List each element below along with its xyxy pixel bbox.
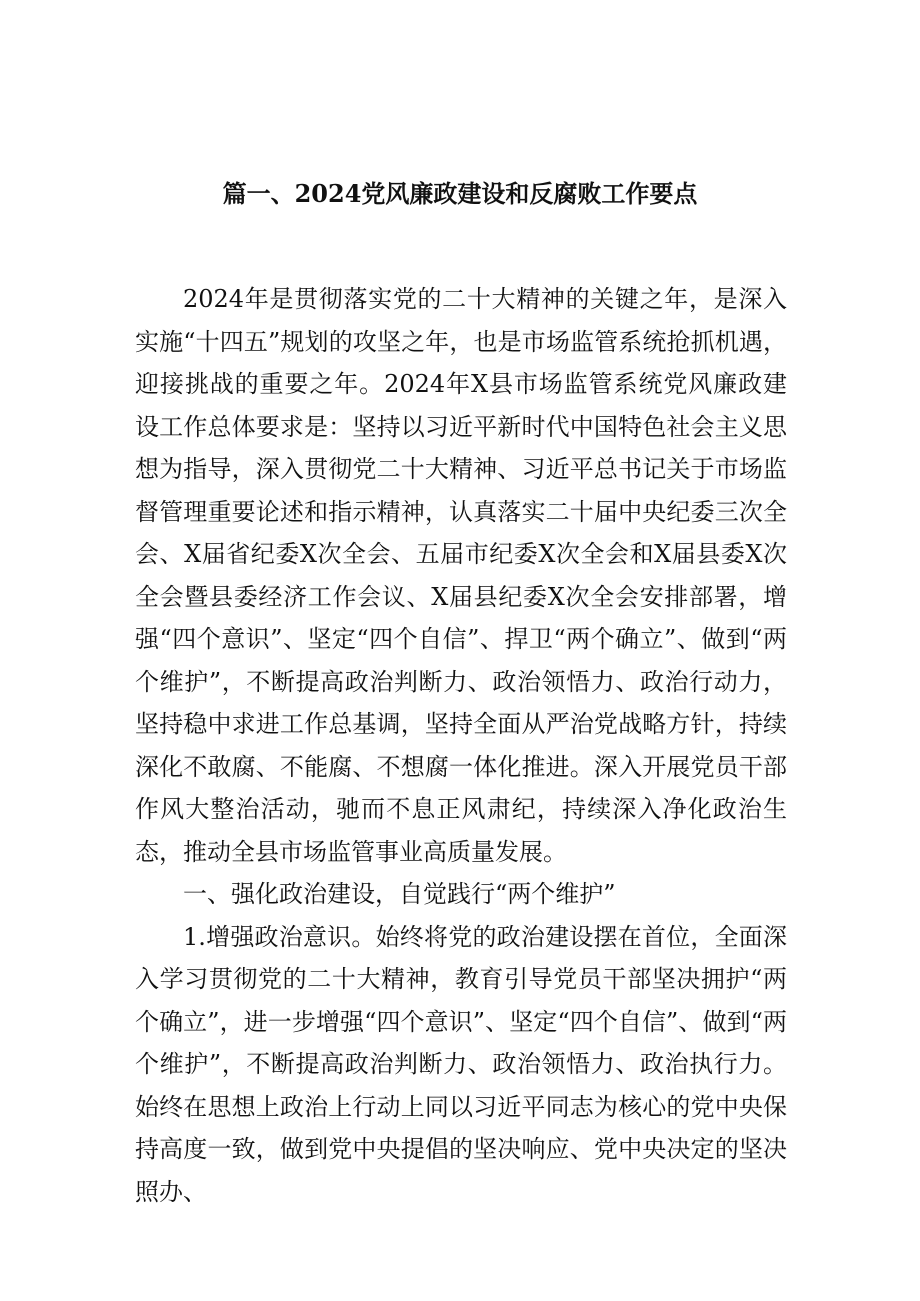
section-1-heading: 一、强化政治建设，自觉践行“两个维护” — [183, 880, 616, 908]
document-body — [135, 278, 787, 1213]
intro-paragraph: 2024年是贯彻落实党的二十大精神的关键之年，是深入实施“十四五”规划的攻坚之年，也是市场监管系统抢抓机遇，迎接挑战的重要之年。2024年X县市场监管系统党风廉政建设工作总体要求是：坚持以习近平新时代中国特色社会主义思想为指导，深入贯彻党二十大精神、习近平总书记关于市场监督管理重要论述和指示精神，认真落实二十届中央纪委三次全会、X届省纪委X次全会、五届市纪委X次全会和X届县委X次全会暨县委经济工作会议、X届县纪委X次全会安排部署，增强“四个意识”、坚定“四个自信”、捍卫“两个确立”、做到“两个维护”，不断提高政治判断力、政治领悟力、政治行动力，坚持稳中求进工作总基调，坚持全面从严治党战略方针，持续深化不敢腐、不能腐、不想腐一体化推进。深入开展党员干部作风大整治活动，驰而不息正风肃纪，持续深入净化政治生态，推动全县市场监管事业高质量发展。 — [135, 285, 787, 866]
document-title: 篇一、2024党风廉政建设和反腐败工作要点 — [222, 179, 698, 208]
item-1-paragraph: 1.增强政治意识。始终将党的政治建设摆在首位，全面深入学习贯彻党的二十大精神，教育引导党员干部坚决拥护“两个确立”，进一步增强“四个意识”、坚定“四个自信”、做到“两个维护”，不断提高政治判断力、政治领悟力、政治执行力。始终在思想上政治上行动上同以习近平同志为核心的党中央保持高度一致，做到党中央提倡的坚决响应、党中央决定的坚决照办、 — [135, 922, 787, 1206]
